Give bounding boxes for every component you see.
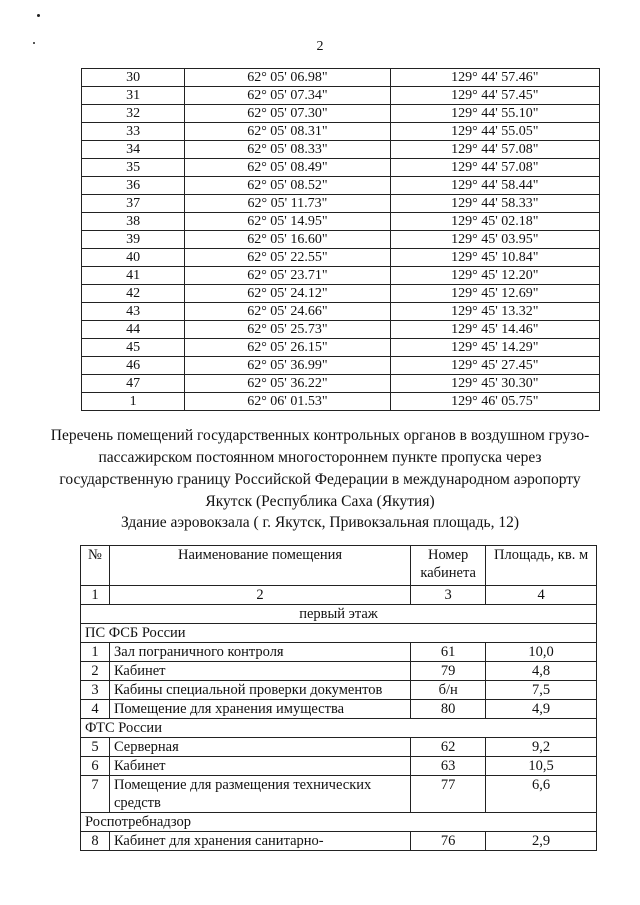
latitude: 62° 05' 24.66" — [185, 303, 390, 321]
coordinate-row — [82, 177, 600, 195]
coordinate-row — [82, 69, 600, 87]
longitude: 129° 45' 12.20" — [390, 267, 599, 285]
room-area: 4,8 — [486, 662, 597, 681]
coordinate-row — [82, 105, 600, 123]
table-row — [81, 681, 597, 700]
coordinate-row — [82, 213, 600, 231]
row-number: 2 — [81, 662, 110, 681]
group-name: ФТС России — [81, 719, 597, 738]
point-number: 36 — [82, 177, 185, 195]
header-room-number: Номер кабинета — [411, 546, 486, 586]
coordinate-row — [82, 303, 600, 321]
building-title: Здание аэровокзала ( г. Якутск, Привокзальная площадь, 12) — [121, 514, 519, 531]
table-row — [81, 757, 597, 776]
point-number: 39 — [82, 231, 185, 249]
coordinate-row — [82, 159, 600, 177]
latitude: 62° 05' 07.30" — [185, 105, 390, 123]
row-number: 8 — [81, 832, 110, 851]
table-row — [81, 700, 597, 719]
longitude: 129° 44' 57.08" — [390, 159, 599, 177]
room-name: Кабинет — [109, 757, 410, 776]
coordinate-row — [82, 195, 600, 213]
table-row — [81, 738, 597, 757]
room-area: 9,2 — [486, 738, 597, 757]
coordinate-row — [82, 249, 600, 267]
longitude: 129° 45' 12.69" — [390, 285, 599, 303]
latitude: 62° 05' 22.55" — [185, 249, 390, 267]
point-number: 40 — [82, 249, 185, 267]
longitude: 129° 44' 57.08" — [390, 141, 599, 159]
point-number: 45 — [82, 339, 185, 357]
longitude: 129° 45' 14.46" — [390, 321, 599, 339]
coordinate-row — [82, 375, 600, 393]
coordinate-row — [82, 87, 600, 105]
latitude: 62° 05' 36.22" — [185, 375, 390, 393]
coordinate-row — [82, 231, 600, 249]
room-area: 6,6 — [486, 776, 597, 813]
longitude: 129° 45' 02.18" — [390, 213, 599, 231]
row-number: 5 — [81, 738, 110, 757]
point-number: 38 — [82, 213, 185, 231]
longitude: 129° 44' 58.44" — [390, 177, 599, 195]
page-number: 2 — [316, 39, 324, 54]
latitude: 62° 05' 26.15" — [185, 339, 390, 357]
row-number: 6 — [81, 757, 110, 776]
column-number-2: 2 — [109, 586, 410, 605]
longitude: 129° 45' 14.29" — [390, 339, 599, 357]
column-number-4: 4 — [486, 586, 597, 605]
longitude: 129° 45' 27.45" — [390, 357, 599, 375]
latitude: 62° 05' 07.34" — [185, 87, 390, 105]
floor-label: первый этаж — [81, 605, 597, 624]
point-number: 44 — [82, 321, 185, 339]
group-row — [81, 719, 597, 738]
column-number-1: 1 — [81, 586, 110, 605]
coordinate-row — [82, 285, 600, 303]
point-number: 43 — [82, 303, 185, 321]
room-area: 7,5 — [486, 681, 597, 700]
room-name: Кабинет для хранения санитарно- — [109, 832, 410, 851]
coordinate-row — [82, 339, 600, 357]
latitude: 62° 05' 25.73" — [185, 321, 390, 339]
coordinate-row — [82, 393, 600, 411]
point-number: 41 — [82, 267, 185, 285]
room-area: 4,9 — [486, 700, 597, 719]
longitude: 129° 46' 05.75" — [390, 393, 599, 411]
longitude: 129° 45' 30.30" — [390, 375, 599, 393]
latitude: 62° 05' 16.60" — [185, 231, 390, 249]
room-area: 10,0 — [486, 643, 597, 662]
room-number: 80 — [411, 700, 486, 719]
point-number: 32 — [82, 105, 185, 123]
room-number: 63 — [411, 757, 486, 776]
row-number: 4 — [81, 700, 110, 719]
room-area: 2,9 — [486, 832, 597, 851]
longitude: 129° 44' 57.46" — [390, 69, 599, 87]
table-row — [81, 832, 597, 851]
room-name: Помещение для размещения технических средств — [109, 776, 410, 813]
table-row — [81, 662, 597, 681]
table-row — [81, 776, 597, 813]
scan-speck-1 — [37, 14, 40, 17]
longitude: 129° 44' 57.45" — [390, 87, 599, 105]
point-number: 35 — [82, 159, 185, 177]
row-number: 1 — [81, 643, 110, 662]
header-number: № — [81, 546, 110, 586]
coordinate-row — [82, 123, 600, 141]
point-number: 30 — [82, 69, 185, 87]
point-number: 47 — [82, 375, 185, 393]
latitude: 62° 05' 23.71" — [185, 267, 390, 285]
longitude: 129° 45' 03.95" — [390, 231, 599, 249]
latitude: 62° 05' 11.73" — [185, 195, 390, 213]
point-number: 37 — [82, 195, 185, 213]
room-name: Серверная — [109, 738, 410, 757]
header-room-name: Наименование помещения — [109, 546, 410, 586]
group-row — [81, 624, 597, 643]
coordinate-row — [82, 321, 600, 339]
coordinates-table — [81, 68, 600, 411]
longitude: 129° 44' 55.10" — [390, 105, 599, 123]
room-name: Помещение для хранения имущества — [109, 700, 410, 719]
room-number: б/н — [411, 681, 486, 700]
room-number: 79 — [411, 662, 486, 681]
header-area: Площадь, кв. м — [486, 546, 597, 586]
group-name: ПС ФСБ России — [81, 624, 597, 643]
longitude: 129° 45' 10.84" — [390, 249, 599, 267]
latitude: 62° 05' 08.52" — [185, 177, 390, 195]
group-row — [81, 813, 597, 832]
point-number: 33 — [82, 123, 185, 141]
rooms-header-row — [81, 546, 597, 586]
room-area: 10,5 — [486, 757, 597, 776]
latitude: 62° 05' 36.99" — [185, 357, 390, 375]
column-number-3: 3 — [411, 586, 486, 605]
room-number: 62 — [411, 738, 486, 757]
longitude: 129° 44' 55.05" — [390, 123, 599, 141]
latitude: 62° 05' 14.95" — [185, 213, 390, 231]
coordinate-row — [82, 141, 600, 159]
point-number: 34 — [82, 141, 185, 159]
group-name: Роспотребнадзор — [81, 813, 597, 832]
latitude: 62° 06' 01.53" — [185, 393, 390, 411]
latitude: 62° 05' 08.31" — [185, 123, 390, 141]
point-number: 1 — [82, 393, 185, 411]
latitude: 62° 05' 24.12" — [185, 285, 390, 303]
room-name: Кабины специальной проверки документов — [109, 681, 410, 700]
column-numbers-row — [81, 586, 597, 605]
point-number: 46 — [82, 357, 185, 375]
room-number: 76 — [411, 832, 486, 851]
room-name: Кабинет — [109, 662, 410, 681]
floor-row — [81, 605, 597, 624]
point-number: 31 — [82, 87, 185, 105]
list-title-paragraph: Перечень помещений государственных контрольных органов в воздушном грузо-пассажирском постоянном многостороннем пункте пропуска через государственную границу Российской Федерации в международном аэропорту Якутск (Республика Саха (Якутия) — [50, 427, 590, 510]
row-number: 3 — [81, 681, 110, 700]
latitude: 62° 05' 08.49" — [185, 159, 390, 177]
row-number: 7 — [81, 776, 110, 813]
rooms-table — [80, 545, 597, 851]
room-number: 61 — [411, 643, 486, 662]
longitude: 129° 45' 13.32" — [390, 303, 599, 321]
point-number: 42 — [82, 285, 185, 303]
table-row — [81, 643, 597, 662]
room-name: Зал пограничного контроля — [109, 643, 410, 662]
room-number: 77 — [411, 776, 486, 813]
longitude: 129° 44' 58.33" — [390, 195, 599, 213]
coordinate-row — [82, 267, 600, 285]
coordinate-row — [82, 357, 600, 375]
latitude: 62° 05' 08.33" — [185, 141, 390, 159]
latitude: 62° 05' 06.98" — [185, 69, 390, 87]
